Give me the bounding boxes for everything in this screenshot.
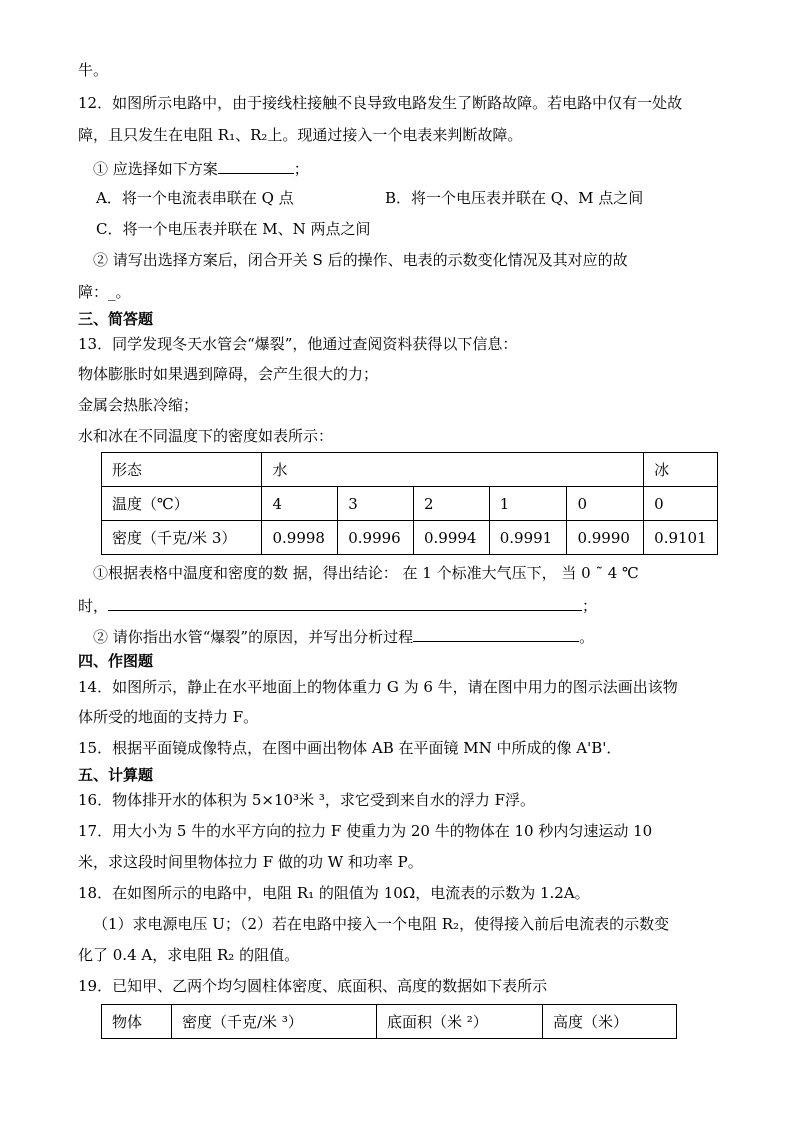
question-12-line-2: 障，且只发生在电阻 R₁、R₂上。现通过接入一个电表来判断故障。 <box>78 126 523 144</box>
table-row <box>102 487 718 521</box>
table-cell: 4 <box>262 487 338 521</box>
punctuation: 。 <box>579 628 595 646</box>
table-cell: 0.9998 <box>262 521 338 555</box>
question-14-line-2: 体所受的地面的支持力 F。 <box>78 708 259 726</box>
answer-blank[interactable] <box>108 594 582 611</box>
table-cell: 0.9996 <box>338 521 414 555</box>
table-cell: 温度（℃） <box>102 487 262 521</box>
question-16: 16．物体排开水的体积为 5×10³米 ³，求它受到来自水的浮力 F浮。 <box>78 791 536 809</box>
question-13-info-3: 水和冰在不同温度下的密度如表所示： <box>78 427 334 445</box>
section-3-heading: 三、简答题 <box>78 310 154 328</box>
prompt-text: 时， <box>78 597 109 615</box>
table-cell: 0.9994 <box>413 521 489 555</box>
question-13-part-1: ①根据表格中温度和密度的数 据，得出结论： 在 1 个标准大气压下， 当 0 ˜ 4 ℃ <box>93 564 639 582</box>
text-line: 牛。 <box>78 61 109 79</box>
question-19: 19．已知甲、乙两个均匀圆柱体密度、底面积、高度的数据如下表所示 <box>78 977 548 995</box>
option-a: A．将一个电流表串联在 Q 点 <box>96 189 294 207</box>
table-cell: 3 <box>338 487 414 521</box>
table-cell: 底面积（米 ²） <box>377 1005 543 1039</box>
table-row <box>102 521 718 555</box>
prompt-text: ② 请你指出水管“爆裂”的原因，并写出分析过程 <box>93 628 414 646</box>
density-table <box>101 452 718 555</box>
table-cell: 0.9990 <box>567 521 644 555</box>
table-row <box>102 1005 677 1039</box>
table-cell: 密度（千克/米 ³） <box>172 1005 377 1039</box>
table-cell: 1 <box>489 487 567 521</box>
option-b: B．将一个电压表并联在 Q、M 点之间 <box>385 189 644 207</box>
section-5-heading: 五、计算题 <box>78 766 154 784</box>
table-cell: 形态 <box>102 453 262 487</box>
table-cell: 0 <box>567 487 644 521</box>
question-13-info-1: 物体膨胀时如果遇到障碍，会产生很大的力； <box>78 365 379 383</box>
question-12-line-1: 12．如图所示电路中，由于接线柱接触不良导致电路发生了断路故障。若电路中仅有一处故 <box>78 94 683 112</box>
question-18-line-2: （1）求电源电压 U；（2）若在电路中接入一个电阻 R₂，使得接入前后电流表的示数变 <box>93 915 670 933</box>
table-cell: 0.9991 <box>489 521 567 555</box>
question-18-line-1: 18．在如图所示的电路中，电阻 R₁ 的阻值为 10Ω，电流表的示数为 1.2A。 <box>78 884 590 902</box>
table-row <box>102 453 718 487</box>
question-13-part-1-cont <box>78 594 597 616</box>
question-14-line-1: 14．如图所示，静止在水平地面上的物体重力 G 为 6 牛，请在图中用力的图示法画出该物 <box>78 678 678 696</box>
question-18-line-3: 化了 0.4 A，求电阻 R₂ 的阻值。 <box>78 946 300 964</box>
table-cell: 2 <box>413 487 489 521</box>
question-13-line-1: 13．同学发现冬天水管会“爆裂”，他通过查阅资料获得以下信息： <box>78 335 518 353</box>
answer-blank[interactable] <box>413 625 579 642</box>
table-cell: 物体 <box>102 1005 172 1039</box>
question-17-line-1: 17．用大小为 5 牛的水平方向的拉力 F 使重力为 20 牛的物体在 10 秒内匀速运动 10 <box>78 822 653 840</box>
question-12-part-2-cont: 障：_。 <box>78 283 131 301</box>
option-c: C．将一个电压表并联在 M、N 两点之间 <box>96 220 371 238</box>
question-12-part-2: ② 请写出选择方案后，闭合开关 S 后的操作、电表的示数变化情况及其对应的故 <box>93 251 628 269</box>
punctuation: ； <box>293 160 309 178</box>
section-4-heading: 四、作图题 <box>78 652 154 670</box>
question-17-line-2: 米，求这段时间里物体拉力 F 做的功 W 和功率 P。 <box>78 853 423 871</box>
table-cell: 水 <box>262 453 644 487</box>
cylinder-table <box>101 1004 677 1039</box>
table-cell: 高度（米） <box>543 1005 677 1039</box>
table-cell: 冰 <box>644 453 718 487</box>
question-13-part-2 <box>93 625 594 647</box>
table-cell: 0.9101 <box>644 521 718 555</box>
question-15: 15．根据平面镜成像特点，在图中画出物体 AB 在平面镜 MN 中所成的像 A'B'． <box>78 739 622 757</box>
question-13-info-2: 金属会热胀冷缩； <box>78 396 199 414</box>
prompt-text: ① 应选择如下方案 <box>93 160 218 178</box>
answer-blank[interactable] <box>218 157 294 174</box>
punctuation: ； <box>582 597 598 615</box>
table-cell: 密度（千克/米 3） <box>102 521 262 555</box>
table-cell: 0 <box>644 487 718 521</box>
question-12-option-prompt <box>93 157 309 179</box>
